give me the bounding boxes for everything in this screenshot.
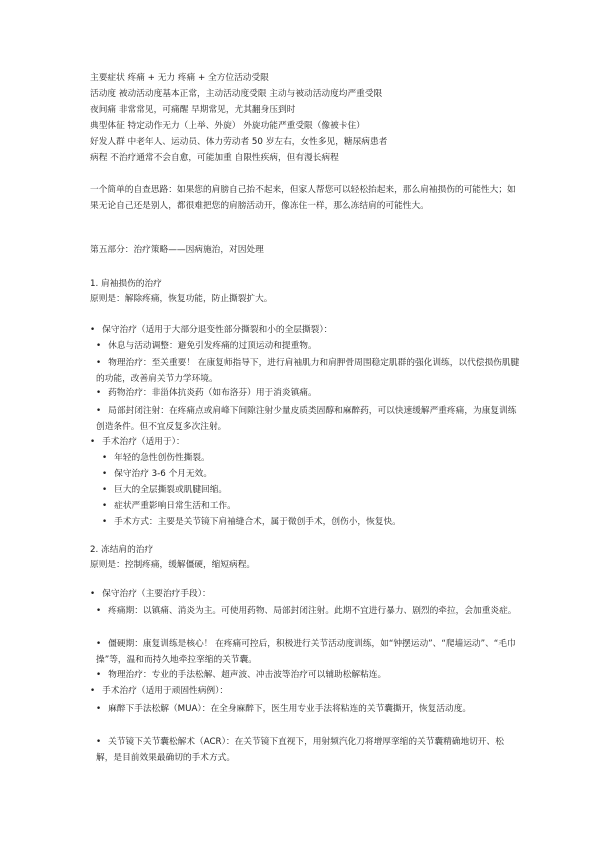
surgery-indication-1: • 年轻的急性创伤性撕裂。 xyxy=(102,452,210,464)
table-row-night-pain: 夜间痛 非常常见，可痛醒 早期常见，尤其翻身压到时 xyxy=(90,105,296,115)
section2-surgery: • 手术治疗（适用于顽固性病例）： xyxy=(90,685,228,697)
section2-stiff-stage: • 僵硬期：康复训练是核心！ 在疼痛可控后，积极进行关节活动度训练，如“钟摆运动”、“爬墙运动”、“毛巾操”等，温和而持久地牵拉挛缩的关节囊。 xyxy=(96,636,520,668)
section1-physio: • 物理治疗：至关重要！ 在康复师指导下，进行肩袖肌力和肩胛骨周围稳定肌群的强化训练，以代偿损伤肌腱的功能，改善肩关节力学环境。 xyxy=(96,355,520,387)
surgery-method: • 手术方式：主要是关节镜下肩袖缝合术，属于微创手术，创伤小，恢复快。 xyxy=(102,516,401,528)
section1-principle: 原则是：解除疼痛，恢复功能，防止撕裂扩大。 xyxy=(90,294,273,304)
section2-mua: • 麻醉下手法松解（MUA）：在全身麻醉下，医生用专业手法将粘连的关节囊撕开，恢复活动度。 xyxy=(96,701,520,717)
section2-principle: 原则是：控制疼痛，缓解僵硬，缩短病程。 xyxy=(90,560,256,570)
section1-conservative: • 保守治疗（适用于大部分退变性部分撕裂和小的全层撕裂）： xyxy=(90,324,332,336)
section1-rest: • 休息与活动调整：避免引发疼痛的过顶运动和提重物。 xyxy=(96,340,317,352)
part5-title: 第五部分：治疗策略——因病施治，对因处理 xyxy=(90,245,264,255)
table-row-course: 病程 不治疗通常不会自愈，可能加重 自限性疾病，但有漫长病程 xyxy=(90,153,339,163)
table-row-population: 好发人群 中老年人、运动员、体力劳动者 50 岁左右，女性多见，糖尿病患者 xyxy=(90,137,388,147)
self-check-paragraph: 一个简单的自查思路：如果您的肩膀自己抬不起来，但家人帮您可以轻松抬起来，那么肩袖损伤的可能性大；如果无论自己还是别人，都很难把您的肩膀活动开，像冻住一样，那么冻结肩的可能性大。 xyxy=(90,185,516,211)
section1-drug: • 药物治疗：非甾体抗炎药（如布洛芬）用于消炎镇痛。 xyxy=(96,387,317,399)
surgery-indication-4: • 症状严重影响日常生活和工作。 xyxy=(102,500,236,512)
section1-injection: • 局部封闭注射：在疼痛点或肩峰下间隙注射少量皮质类固醇和麻醉药，可以快速缓解严重疼痛，为康复训练创造条件。但不宜反复多次注射。 xyxy=(96,403,520,435)
section1-surgery: • 手术治疗（适用于）： xyxy=(90,436,185,448)
section2-title: 2. 冻结肩的治疗 xyxy=(90,545,154,555)
table-row-symptoms: 主要症状 疼痛 + 无力 疼痛 + 全方位活动受限 xyxy=(90,73,269,83)
surgery-indication-3: • 巨大的全层撕裂或肌腱回缩。 xyxy=(102,484,227,496)
section2-pain-stage: • 疼痛期：以镇痛、消炎为主。可使用药物、局部封闭注射。此期不宜进行暴力、剧烈的牵拉，会加重炎症。 xyxy=(96,603,520,619)
table-row-signs: 典型体征 特定动作无力（上举、外旋） 外旋功能严重受限（像被卡住） xyxy=(90,121,365,131)
section2-acr: • 关节镜下关节囊松解术（ACR）：在关节镜下直视下，用射频汽化刀将增厚挛缩的关节囊精确地切开、松解，是目前效果最确切的手术方式。 xyxy=(96,734,520,766)
section1-title: 1. 肩袖损伤的治疗 xyxy=(90,279,162,289)
section2-conservative: • 保守治疗（主要治疗手段）： xyxy=(90,588,211,600)
surgery-indication-2: • 保守治疗 3-6 个月无效。 xyxy=(102,468,212,480)
table-row-range: 活动度 被动活动度基本正常，主动活动度受限 主动与被动活动度均严重受限 xyxy=(90,89,383,99)
section2-physio: • 物理治疗：专业的手法松解、超声波、冲击波等治疗可以辅助松解粘连。 xyxy=(96,669,386,681)
